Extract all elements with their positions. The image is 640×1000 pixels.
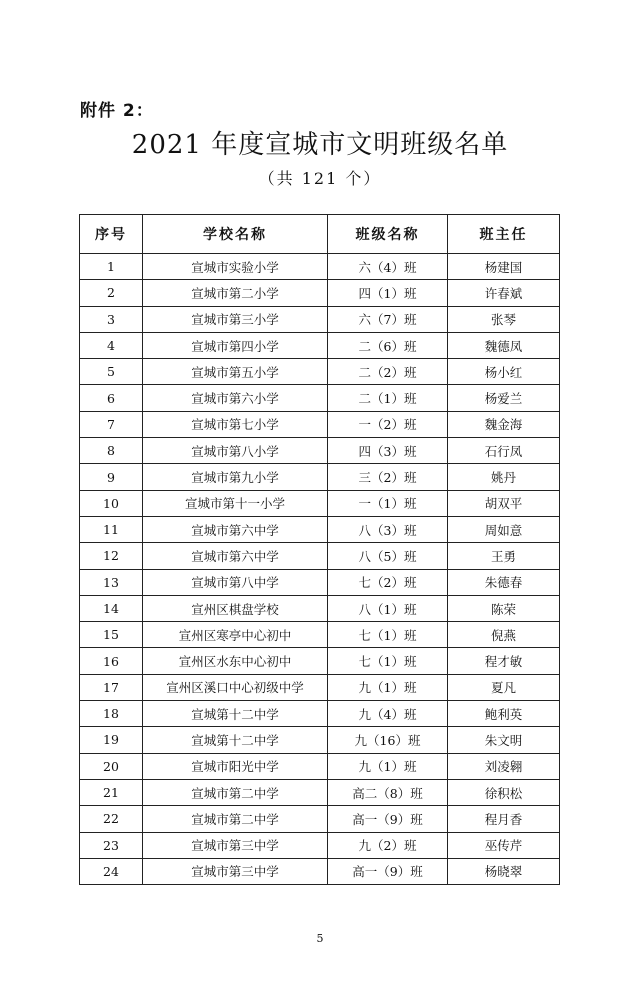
school-name-cell: 宣城市第十一小学	[143, 490, 328, 516]
class-name-cell: 一（2）班	[328, 411, 448, 437]
header-head-teacher: 班主任	[448, 215, 560, 254]
serial-number-cell: 23	[80, 832, 143, 858]
head-teacher-cell: 许春斌	[448, 280, 560, 306]
school-name-cell: 宣城市实验小学	[143, 254, 328, 280]
class-name-cell: 九（1）班	[328, 674, 448, 700]
head-teacher-cell: 鲍利英	[448, 701, 560, 727]
document-title: 2021 年度宣城市文明班级名单	[131, 130, 509, 160]
head-teacher-cell: 倪燕	[448, 622, 560, 648]
serial-number-cell: 16	[80, 648, 143, 674]
head-teacher-cell: 石行凤	[448, 438, 560, 464]
document-subtitle: （共 121 个）	[258, 169, 382, 188]
serial-number-cell: 4	[80, 332, 143, 358]
serial-number-cell: 15	[80, 622, 143, 648]
table-row	[80, 254, 560, 280]
school-name-cell: 宣城市第六中学	[143, 543, 328, 569]
school-name-cell: 宣城市第四小学	[143, 332, 328, 358]
school-name-cell: 宣城市第二中学	[143, 779, 328, 805]
school-name-cell: 宣州区溪口中心初级中学	[143, 674, 328, 700]
class-name-cell: 六（7）班	[328, 306, 448, 332]
header-class-name: 班级名称	[328, 215, 448, 254]
class-name-cell: 三（2）班	[328, 464, 448, 490]
class-name-cell: 六（4）班	[328, 254, 448, 280]
table-row	[80, 832, 560, 858]
class-name-cell: 高一（9）班	[328, 806, 448, 832]
school-name-cell: 宣城市第三小学	[143, 306, 328, 332]
head-teacher-cell: 陈荣	[448, 595, 560, 621]
serial-number-cell: 2	[80, 280, 143, 306]
serial-number-cell: 24	[80, 858, 143, 884]
head-teacher-cell: 杨爱兰	[448, 385, 560, 411]
head-teacher-cell: 魏金海	[448, 411, 560, 437]
school-name-cell: 宣城市第三中学	[143, 832, 328, 858]
page-number: 5	[316, 932, 324, 945]
head-teacher-cell: 程才敏	[448, 648, 560, 674]
serial-number-cell: 8	[80, 438, 143, 464]
school-name-cell: 宣城市第八中学	[143, 569, 328, 595]
class-name-cell: 二（1）班	[328, 385, 448, 411]
class-name-cell: 八（3）班	[328, 516, 448, 542]
class-name-cell: 七（2）班	[328, 569, 448, 595]
class-name-cell: 四（1）班	[328, 280, 448, 306]
head-teacher-cell: 夏凡	[448, 674, 560, 700]
table-row	[80, 411, 560, 437]
table-row	[80, 543, 560, 569]
head-teacher-cell: 巫传芹	[448, 832, 560, 858]
table-row	[80, 858, 560, 884]
serial-number-cell: 19	[80, 727, 143, 753]
serial-number-cell: 10	[80, 490, 143, 516]
head-teacher-cell: 胡双平	[448, 490, 560, 516]
header-serial-number: 序号	[80, 215, 143, 254]
table-row	[80, 595, 560, 621]
head-teacher-cell: 王勇	[448, 543, 560, 569]
school-name-cell: 宣城市第六中学	[143, 516, 328, 542]
table-row	[80, 779, 560, 805]
class-name-cell: 四（3）班	[328, 438, 448, 464]
table-row	[80, 280, 560, 306]
class-name-cell: 九（16）班	[328, 727, 448, 753]
table-row	[80, 701, 560, 727]
table-row	[80, 753, 560, 779]
serial-number-cell: 18	[80, 701, 143, 727]
table-row	[80, 622, 560, 648]
class-name-cell: 七（1）班	[328, 648, 448, 674]
class-name-cell: 八（1）班	[328, 595, 448, 621]
table-row	[80, 806, 560, 832]
class-name-cell: 九（1）班	[328, 753, 448, 779]
table-row	[80, 674, 560, 700]
table-row	[80, 359, 560, 385]
serial-number-cell: 11	[80, 516, 143, 542]
school-name-cell: 宣城第十二中学	[143, 701, 328, 727]
class-name-cell: 九（4）班	[328, 701, 448, 727]
class-name-cell: 高二（8）班	[328, 779, 448, 805]
head-teacher-cell: 姚丹	[448, 464, 560, 490]
class-roster-table	[79, 214, 560, 885]
head-teacher-cell: 朱德春	[448, 569, 560, 595]
head-teacher-cell: 刘凌翱	[448, 753, 560, 779]
serial-number-cell: 12	[80, 543, 143, 569]
serial-number-cell: 5	[80, 359, 143, 385]
school-name-cell: 宣城第十二中学	[143, 727, 328, 753]
school-name-cell: 宣州区水东中心初中	[143, 648, 328, 674]
class-name-cell: 二（2）班	[328, 359, 448, 385]
table-row	[80, 306, 560, 332]
class-name-cell: 二（6）班	[328, 332, 448, 358]
class-name-cell: 一（1）班	[328, 490, 448, 516]
serial-number-cell: 6	[80, 385, 143, 411]
school-name-cell: 宣州区棋盘学校	[143, 595, 328, 621]
table-row	[80, 569, 560, 595]
table-row	[80, 438, 560, 464]
table-row	[80, 332, 560, 358]
head-teacher-cell: 杨建国	[448, 254, 560, 280]
serial-number-cell: 13	[80, 569, 143, 595]
head-teacher-cell: 魏德凤	[448, 332, 560, 358]
class-name-cell: 九（2）班	[328, 832, 448, 858]
serial-number-cell: 3	[80, 306, 143, 332]
header-school-name: 学校名称	[143, 215, 328, 254]
head-teacher-cell: 程月香	[448, 806, 560, 832]
serial-number-cell: 1	[80, 254, 143, 280]
head-teacher-cell: 周如意	[448, 516, 560, 542]
school-name-cell: 宣城市第三中学	[143, 858, 328, 884]
serial-number-cell: 7	[80, 411, 143, 437]
serial-number-cell: 9	[80, 464, 143, 490]
school-name-cell: 宣城市第九小学	[143, 464, 328, 490]
head-teacher-cell: 杨小红	[448, 359, 560, 385]
school-name-cell: 宣城市阳光中学	[143, 753, 328, 779]
head-teacher-cell: 朱文明	[448, 727, 560, 753]
class-name-cell: 高一（9）班	[328, 858, 448, 884]
serial-number-cell: 14	[80, 595, 143, 621]
table-body	[80, 254, 560, 885]
serial-number-cell: 21	[80, 779, 143, 805]
table-header-row	[80, 215, 560, 254]
class-name-cell: 七（1）班	[328, 622, 448, 648]
serial-number-cell: 22	[80, 806, 143, 832]
school-name-cell: 宣州区寒亭中心初中	[143, 622, 328, 648]
head-teacher-cell: 徐积松	[448, 779, 560, 805]
serial-number-cell: 20	[80, 753, 143, 779]
table-row	[80, 385, 560, 411]
head-teacher-cell: 杨晓翠	[448, 858, 560, 884]
serial-number-cell: 17	[80, 674, 143, 700]
table-row	[80, 727, 560, 753]
table-row	[80, 490, 560, 516]
head-teacher-cell: 张琴	[448, 306, 560, 332]
school-name-cell: 宣城市第八小学	[143, 438, 328, 464]
table-row	[80, 648, 560, 674]
table-row	[80, 516, 560, 542]
table-row	[80, 464, 560, 490]
school-name-cell: 宣城市第二中学	[143, 806, 328, 832]
school-name-cell: 宣城市第五小学	[143, 359, 328, 385]
school-name-cell: 宣城市第七小学	[143, 411, 328, 437]
class-name-cell: 八（5）班	[328, 543, 448, 569]
attachment-label: 附件 2：	[80, 101, 154, 121]
school-name-cell: 宣城市第二小学	[143, 280, 328, 306]
school-name-cell: 宣城市第六小学	[143, 385, 328, 411]
